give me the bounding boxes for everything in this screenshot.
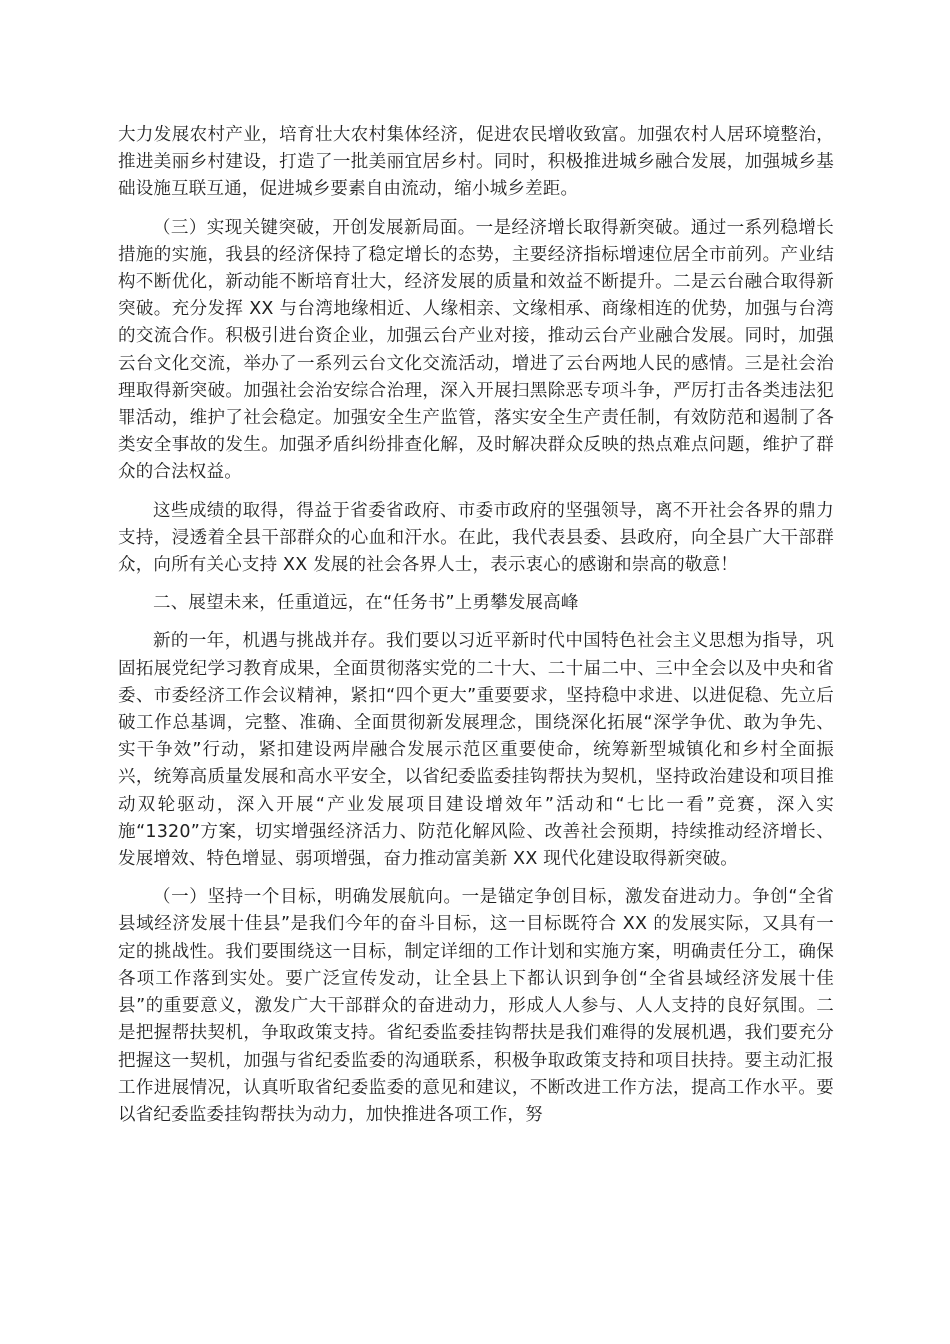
paragraph-one-target: （一）坚持一个目标，明确发展航向。一是锚定争创目标，激发奋进动力。争创“全省县域经济发展十佳县”是我们今年的奋斗目标，这一目标既符合 XX 的发展实际，又具有一定的挑战性。我们要围绕这一目标，制定详细的工作计划和实施方案，明确责任分工，确保各项工作落到实处。要广泛宣传发动，让全县上下都认识到争创“全省县域经济发展十佳县”的重要意义，激发广大干部群众的奋进动力，形成人人参与、人人支持的良好氛围。二是把握帮扶契机，争取政策支持。省纪委监委挂钩帮扶是我们难得的发展机遇，我们要充分把握这一契机，加强与省纪委监委的沟通联系，积极争取政策支持和项目扶持。要主动汇报工作进展情况，认真听取省纪委监委的意见和建议，不断改进工作方法，提高工作水平。要以省纪委监委挂钩帮扶为动力，加快推进各项工作，努 (118, 887, 834, 1125)
paragraph-acknowledgements: 这些成绩的取得，得益于省委省政府、市委市政府的坚强领导，离不开社会各界的鼎力支持，浸透着全县干部群众的心血和汗水。在此，我代表县委、县政府，向全县广大干部群众，向所有关心支持 XX 发展的社会各界人士，表示衷心的感谢和崇高的敬意！ (118, 500, 834, 576)
document-page (118, 122, 834, 1140)
section-heading-outlook: 二、展望未来，任重道远，在“任务书”上勇攀发展高峰 (153, 593, 579, 614)
paragraph-rural-development: 大力发展农村产业，培育壮大农村集体经济，促进农民增收致富。加强农村人居环境整治，推进美丽乡村建设，打造了一批美丽宜居乡村。同时，积极推进城乡融合发展，加强城乡基础设施互联互通，促进城乡要素自由流动，缩小城乡差距。 (118, 125, 834, 200)
paragraph-new-year-goals: 新的一年，机遇与挑战并存。我们要以习近平新时代中国特色社会主义思想为指导，巩固拓展党纪学习教育成果，全面贯彻落实党的二十大、二十届二中、三中全会以及中央和省委、市委经济工作会议精神，紧扣“四个更大”重要要求，坚持稳中求进、以进促稳、先立后破工作总基调，完整、准确、全面贯彻新发展理念，围绕深化拓展“深学争优、敢为争先、实干争效”行动，紧扣建设两岸融合发展示范区重要使命，统筹新型城镇化和乡村全面振兴，统筹高质量发展和高水平安全，以省纪委监委挂钩帮扶为契机，坚持政治建设和项目推动双轮驱动，深入开展“产业发展项目建设增效年”活动和“七比一看”竞赛，深入实施“1320”方案，切实增强经济活力、防范化解风险、改善社会预期，持续推动经济增长、发展增效、特色增显、弱项增强，奋力推动富美新 XX 现代化建设取得新突破。 (118, 631, 834, 870)
paragraph-key-breakthroughs: （三）实现关键突破，开创发展新局面。一是经济增长取得新突破。通过一系列稳增长措施的实施，我县的经济保持了稳定增长的态势，主要经济指标增速位居全市前列。产业结构不断优化，新动能不断培育壮大，经济发展的质量和效益不断提升。二是云台融合取得新突破。充分发挥 XX 与台湾地缘相近、人缘相亲、文缘相承、商缘相连的优势，加强与台湾的交流合作。积极引进台资企业，加强云台产业对接，推动云台产业融合发展。同时，加强云台文化交流，举办了一系列云台文化交流活动，增进了云台两地人民的感情。三是社会治理取得新突破。加强社会治安综合治理，深入开展扫黑除恶专项斗争，严厉打击各类违法犯罪活动，维护了社会稳定。加强安全生产监管，落实安全生产责任制，有效防范和遏制了各类安全事故的发生。加强矛盾纠纷排查化解，及时解决群众反映的热点难点问题，维护了群众的合法权益。 (118, 217, 834, 483)
